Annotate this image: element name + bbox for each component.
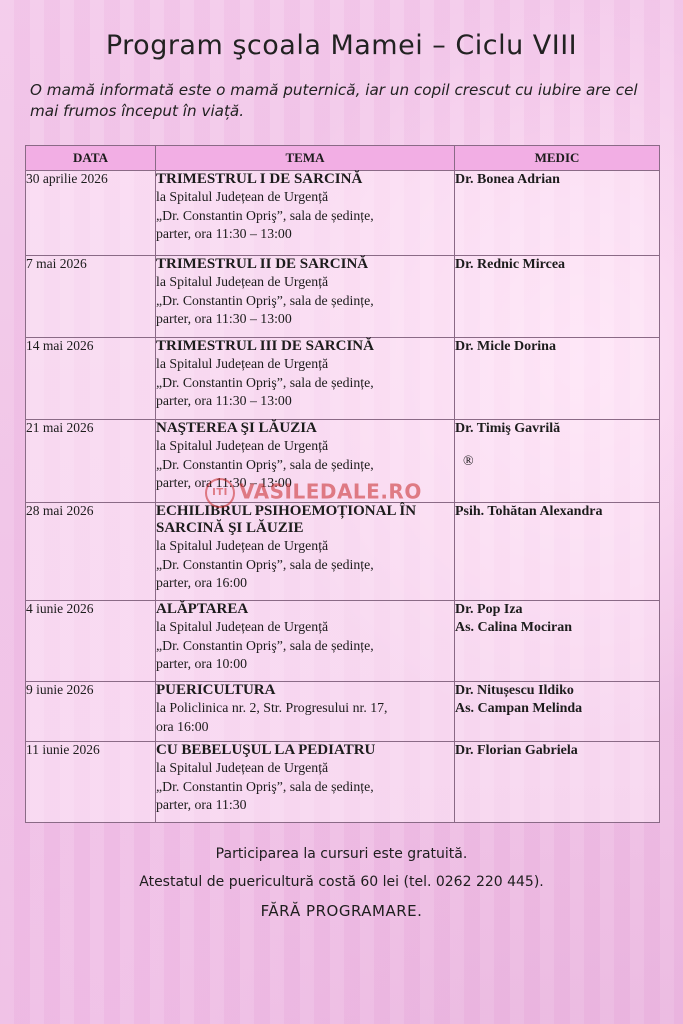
row-doctor: Dr. Micle Dorina [455,339,556,354]
row-topic-details: la Spitalul Județean de Urgență „Dr. Constantin Opriş”, sala de ședințe, parter, ora 11:30 – 13:00 [156,274,374,327]
row-date: 9 iunie 2026 [26,682,156,742]
row-date: 7 mai 2026 [26,256,156,338]
row-doctor: Dr. Pop Iza [455,602,523,617]
registered-mark: ® [463,454,474,469]
row-topic-cell [156,742,455,823]
row-doctor-cell [455,256,660,338]
row-assistant: As. Campan Melinda [455,701,583,716]
table-row [26,338,660,420]
table-row [26,742,660,823]
row-doctor: Dr. Nitușescu Ildiko [455,683,574,698]
footer-free-note: Participarea la cursuri este gratuită. [215,846,468,862]
row-doctor: Dr. Timiş Gavrilă [455,421,561,436]
row-date: 11 iunie 2026 [26,742,156,823]
row-topic-title: NAŞTEREA ŞI LĂUZIA [156,420,317,436]
table-row [26,420,660,503]
row-topic-details: la Spitalul Județean de Urgență „Dr. Constantin Opriş”, sala de ședințe, parter, ora 16:00 [156,538,374,591]
row-topic-cell [156,503,455,601]
row-date: 21 mai 2026 [26,420,156,503]
table-row [26,682,660,742]
row-topic-details: la Policlinica nr. 2, Str. Progresului nr. 17, ora 16:00 [156,700,388,734]
page-title: Program şcoala Mamei – Ciclu VIII [105,30,578,61]
row-topic-details: la Spitalul Județean de Urgență „Dr. Constantin Opriş”, sala de ședințe, parter, ora 11:30 – 13:00 [156,438,374,491]
row-doctor: Dr. Bonea Adrian [455,172,560,187]
row-doctor-cell [455,742,660,823]
row-doctor-cell [455,503,660,601]
row-topic-title: TRIMESTRUL I DE SARCINĂ [156,171,363,187]
row-topic-cell [156,601,455,682]
footer-no-booking: FĂRĂ PROGRAMARE. [260,902,423,920]
row-topic-title: ALĂPTAREA [156,601,249,617]
row-topic-cell [156,682,455,742]
row-topic-cell [156,256,455,338]
column-header-doctor: MEDIC [455,146,660,171]
row-doctor: Dr. Rednic Mircea [455,257,566,272]
table-header-row [26,146,660,171]
row-doctor-cell [455,682,660,742]
watermark-badge: ITI [205,478,235,508]
table-row [26,601,660,682]
table-row [26,503,660,601]
row-doctor: Psih. Tohătan Alexandra [455,504,603,519]
row-doctor-cell [455,420,660,503]
row-topic-cell [156,338,455,420]
row-topic-title: ECHILIBRUL PSIHOEMOȚIONAL ÎN SARCINĂ ŞI LĂUZIE [156,503,417,536]
row-topic-details: la Spitalul Județean de Urgență „Dr. Constantin Opriş”, sala de ședințe, parter, ora 10:00 [156,619,374,672]
row-topic-title: TRIMESTRUL II DE SARCINĂ [156,256,369,272]
row-topic-cell [156,420,455,503]
row-doctor-cell [455,601,660,682]
row-assistant: As. Calina Mociran [455,620,573,635]
row-topic-title: TRIMESTRUL III DE SARCINĂ [156,338,374,354]
row-topic-details: la Spitalul Județean de Urgență „Dr. Constantin Opriş”, sala de ședințe, parter, ora 11:30 [156,760,374,813]
row-topic-details: la Spitalul Județean de Urgență „Dr. Constantin Opriş”, sala de ședințe, parter, ora 11:30 – 13:00 [156,356,374,409]
table-row [26,256,660,338]
watermark-text: VASILEDALE.RO [239,479,422,504]
row-date: 4 iunie 2026 [26,601,156,682]
footer-certificate-note: Atestatul de puericultură costă 60 lei (tel. 0262 220 445). [139,874,544,890]
row-topic-cell [156,171,455,256]
row-date: 28 mai 2026 [26,503,156,601]
row-topic-title: CU BEBELUŞUL LA PEDIATRU [156,742,376,758]
row-topic-details: la Spitalul Județean de Urgență „Dr. Constantin Opriş”, sala de ședințe, parter, ora 11:30 – 13:00 [156,189,374,242]
schedule-table [25,145,660,823]
row-doctor-cell [455,338,660,420]
row-doctor: Dr. Florian Gabriela [455,743,578,758]
row-date: 30 aprilie 2026 [26,171,156,256]
column-header-date: DATA [26,146,156,171]
page-subtitle: O mamă informată este o mamă puternică, iar un copil crescut cu iubire are cel mai frumos început în viață. [30,81,638,120]
row-doctor-cell [455,171,660,256]
column-header-topic: TEMA [156,146,455,171]
row-topic-title: PUERICULTURA [156,682,276,698]
row-date: 14 mai 2026 [26,338,156,420]
table-row [26,171,660,256]
